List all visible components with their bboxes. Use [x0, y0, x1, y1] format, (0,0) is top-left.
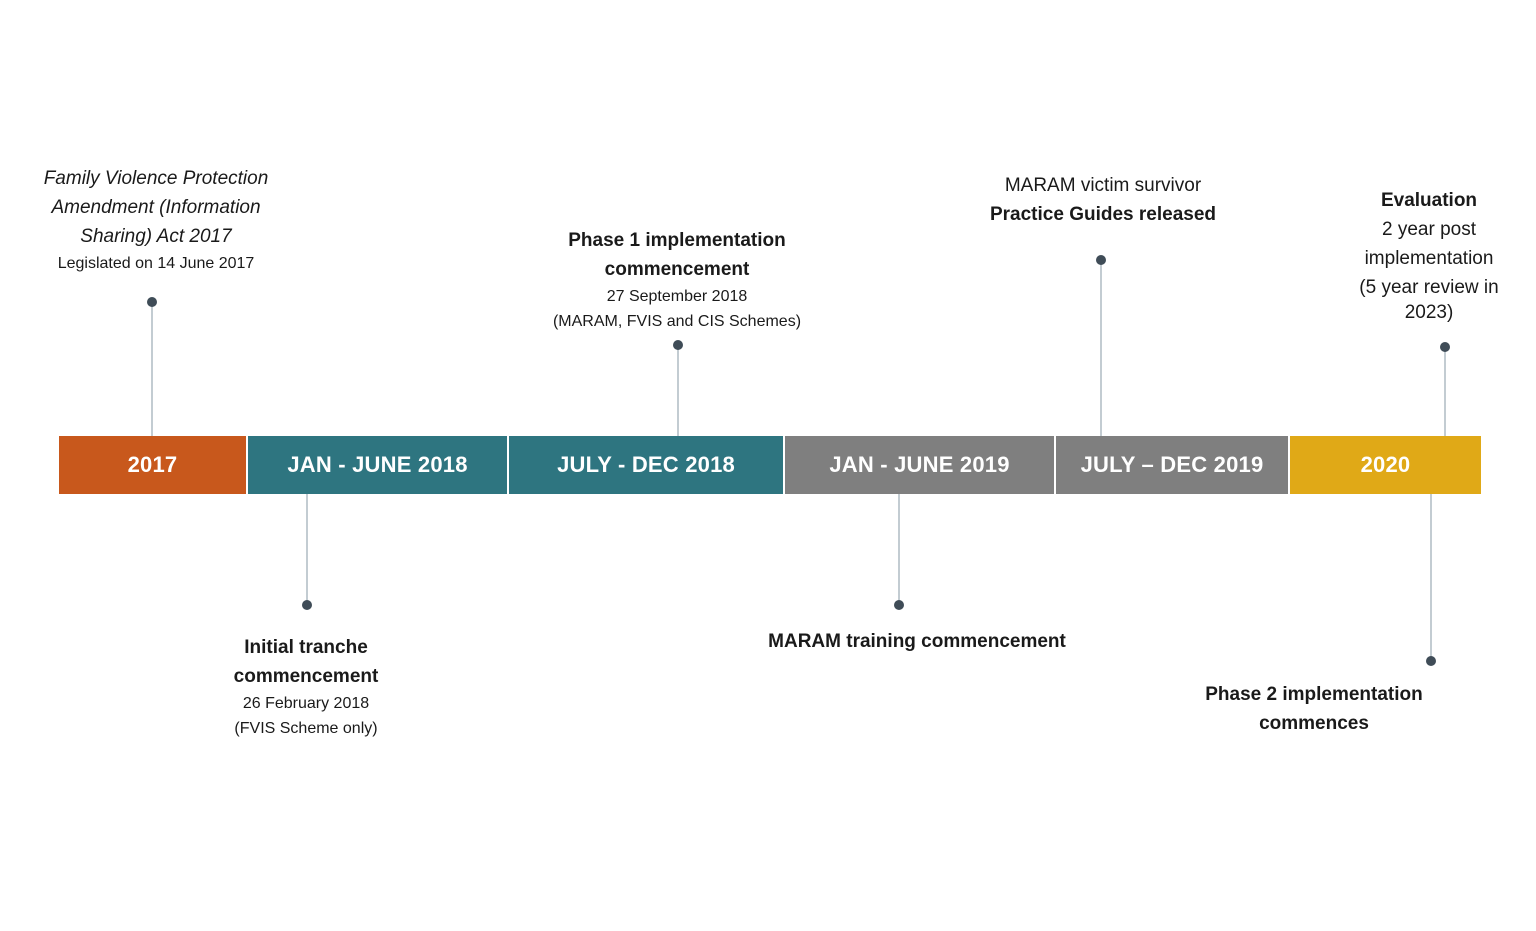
marker-dot-initial-tranche — [302, 600, 312, 610]
marker-dot-phase-2 — [1426, 656, 1436, 666]
act-title-line-1: Family Violence Protection — [43, 168, 269, 189]
phase-1-note: (MARAM, FVIS and CIS Schemes) — [552, 313, 802, 330]
event-act-2017 — [0, 164, 312, 276]
evaluation-line-3: (5 year review in — [1359, 277, 1499, 298]
initial-tranche-title-line-1: Initial tranche — [244, 637, 368, 658]
connector-maram-training — [898, 494, 900, 605]
phase-1-title-line-2: commencement — [604, 259, 750, 280]
initial-tranche-note: (FVIS Scheme only) — [234, 720, 378, 737]
evaluation-title: Evaluation — [1380, 190, 1478, 211]
event-phase-2 — [1164, 680, 1464, 738]
initial-tranche-title-line-2: commencement — [233, 666, 379, 687]
connector-phase-1 — [677, 345, 679, 436]
segment-2017: 2017 — [59, 436, 246, 494]
connector-initial-tranche — [306, 494, 308, 605]
event-maram-training — [717, 627, 1117, 656]
practice-guides-line-1: MARAM victim survivor — [1004, 175, 1202, 196]
connector-phase-2 — [1430, 494, 1432, 661]
marker-dot-practice-guides — [1096, 255, 1106, 265]
event-evaluation — [1339, 186, 1519, 327]
phase-1-date: 27 September 2018 — [606, 288, 748, 305]
phase-2-title-line-1: Phase 2 implementation — [1205, 684, 1423, 705]
evaluation-line-2: implementation — [1364, 248, 1494, 269]
act-legislated-date: Legislated on 14 June 2017 — [57, 255, 255, 272]
evaluation-line-4: 2023) — [1404, 302, 1454, 323]
event-initial-tranche — [156, 633, 456, 741]
practice-guides-line-2: Practice Guides released — [989, 204, 1216, 225]
segment-july-dec-2018: JULY - DEC 2018 — [509, 436, 783, 494]
marker-dot-act-2017 — [147, 297, 157, 307]
maram-training-title: MARAM training commencement — [768, 631, 1066, 652]
marker-dot-maram-training — [894, 600, 904, 610]
segment-jan-june-2019: JAN - JUNE 2019 — [785, 436, 1054, 494]
act-title-line-2: Amendment (Information — [51, 197, 261, 218]
connector-practice-guides — [1100, 260, 1102, 436]
segment-july-dec-2019: JULY – DEC 2019 — [1056, 436, 1288, 494]
evaluation-line-1: 2 year post — [1382, 219, 1476, 240]
phase-1-title-line-1: Phase 1 implementation — [568, 230, 786, 251]
segment-2020: 2020 — [1290, 436, 1481, 494]
event-practice-guides — [953, 171, 1253, 229]
connector-act-2017 — [151, 302, 153, 436]
connector-evaluation — [1444, 347, 1446, 436]
marker-dot-phase-1 — [673, 340, 683, 350]
act-title-line-3: Sharing) Act 2017 — [80, 226, 232, 247]
event-phase-1 — [517, 226, 837, 334]
initial-tranche-date: 26 February 2018 — [242, 695, 370, 712]
segment-jan-june-2018: JAN - JUNE 2018 — [248, 436, 507, 494]
timeline-bar — [59, 436, 1481, 494]
marker-dot-evaluation — [1440, 342, 1450, 352]
phase-2-title-line-2: commences — [1259, 713, 1369, 734]
